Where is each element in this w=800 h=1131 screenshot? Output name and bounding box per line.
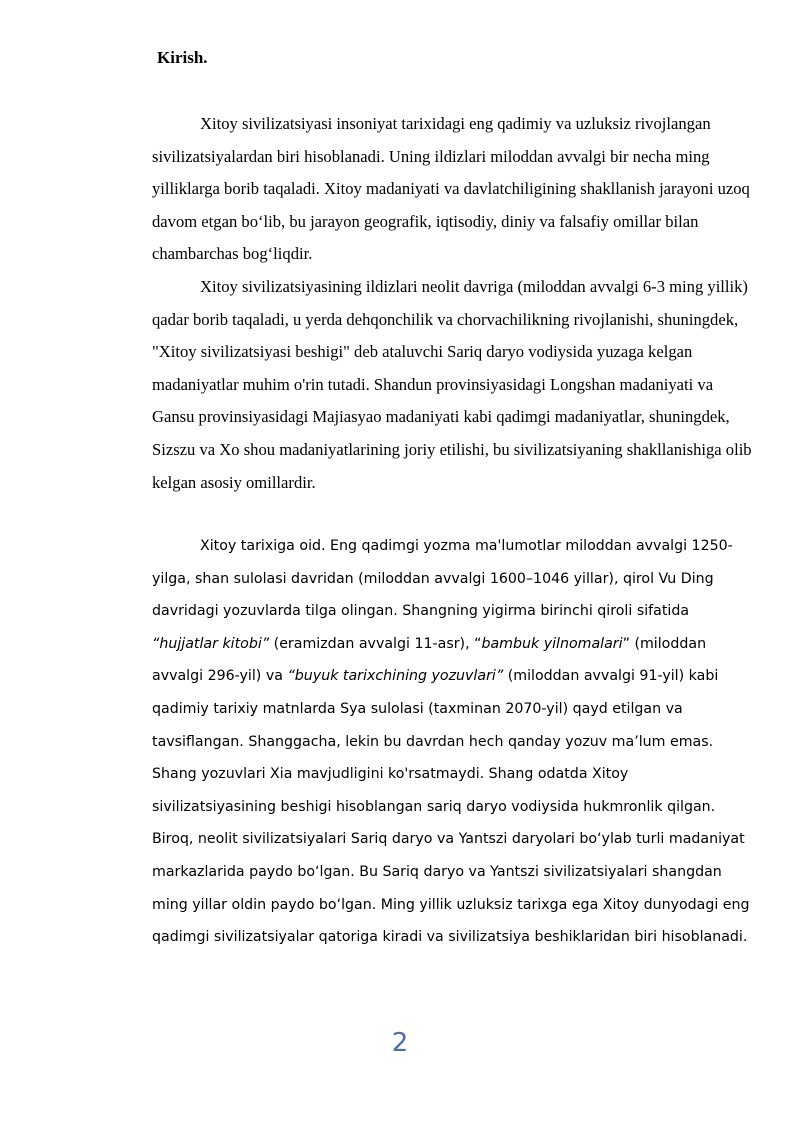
book-title-hujjatlar: “hujjatlar kitobi” [152,635,270,652]
body-text-serif [152,108,752,499]
book-title-tarixchi: “buyuk tarixchining yozuvlari” [287,668,504,685]
paragraph-3-text-3: ” (miloddan avvalgi 296-yil) va [152,635,707,685]
page-number: 2 [391,1028,409,1058]
paragraph-3-text-2: (eramizdan avvalgi 11-asr), “ [269,635,482,652]
paragraph-1: Xitoy sivilizatsiyasi insoniyat tarixidagi eng qadimiy va uzluksiz rivojlangan sivilizatsiyalardan biri hisoblanadi. Uning ildizlari miloddan avvalgi bir necha ming yilliklarga borib taqaladi. Xitoy madaniyati va davlatchiligining shakllanish jarayoni uzoq davom etgan bo‘lib, bu jarayon geografik, iqtisodiy, diniy va falsafiy omillar bilan chambarchas bog‘liqdir. [152,114,750,264]
paragraph-3 [152,530,752,954]
book-title-bambuk: bambuk yilnomalari [481,635,623,652]
paragraph-2: Xitoy sivilizatsiyasining ildizlari neolit davriga (miloddan avvalgi 6-3 ming yillik) qadar borib taqaladi, u yerda dehqonchilik va chorvachilikning rivojlanishi, shuningdek, "Xitoy sivilizatsiyasi beshigi" deb ataluvchi Sariq daryo vodiysida yuzaga kelgan madaniyatlar muhim o'rin tutadi. Shandun provinsiyasidagi Longshan madaniyati va Gansu provinsiyasidagi Majiasyao madaniyati kabi qadimgi madaniyatlar, shuningdek, Sizszu va Xo shou madaniyatlarining joriy etilishi, bu sivilizatsiyaning shakllanishiga olib kelgan asosiy omillardir. [152,276,752,492]
paragraph-3-text-1: Xitoy tarixiga oid. Eng qadimgi yozma ma'lumotlar miloddan avvalgi 1250-yilga, shan sulolasi davridan (miloddan avvalgi 1600–1046 yillar), qirol Vu Ding davridagi yozuvlarda tilga olingan. Shangning yigirma birinchi qiroli sifatida [152,538,733,620]
paragraph-3-text-4: (miloddan avvalgi 91-yil) kabi qadimiy tarixiy matnlarda Sya sulolasi (taxminan 2070-yil) qayd etilgan va tavsiflangan. Shanggacha, lekin bu davrdan hech qanday yozuv ma’lum emas. Shang yozuvlari Xia mavjudligini ko'rsatmaydi. Shang odatda Xitoy sivilizatsiyasining beshigi hisoblangan sariq daryo vodiysida hukmronlik qilgan. Biroq, neolit sivilizatsiyalari Sariq daryo va Yantszi daryolari bo‘ylab turli madaniyat markazlarida paydo bo‘lgan. Bu Sariq daryo va Yantszi sivilizatsiyalari shangdan ming yillar oldin paydo bo‘lgan. Ming yillik uzluksiz tarixga ega Xitoy dunyodagi eng qadimgi sivilizatsiyalar qatoriga kiradi va sivilizatsiya beshiklaridan biri hisoblanadi. [152,668,750,946]
section-heading: Kirish. [157,48,208,67]
body-text-sans [152,530,752,954]
